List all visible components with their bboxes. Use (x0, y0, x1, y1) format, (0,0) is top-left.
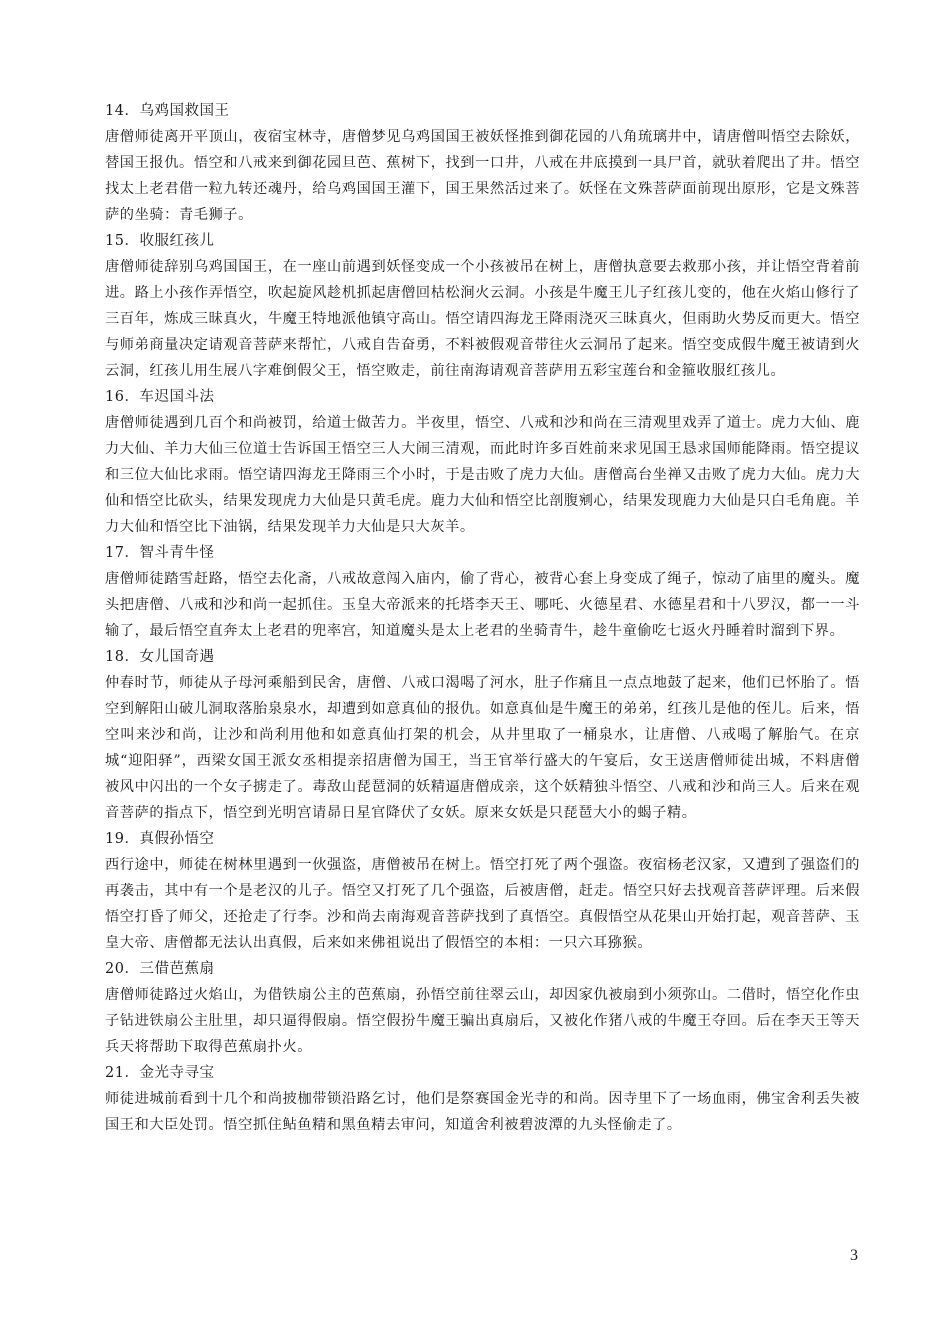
section-19 (105, 826, 860, 956)
document-page (105, 98, 860, 1138)
section-body: 唐僧师徒路过火焰山，为借铁扇公主的芭蕉扇，孙悟空前往翠云山，却因家仇被扇到小须弥山。二借时，悟空化作虫子钻进铁扇公主肚里，却只逼得假扇。悟空假扮牛魔王骗出真扇后，又被化作猪八戒的牛魔王夺回。后在李天王等天兵天将帮助下取得芭蕉扇扑火。 (105, 987, 860, 1055)
section-body: 仲春时节，师徒从子母河乘船到民舍，唐僧、八戒口渴喝了河水，肚子作痛且一点点地鼓了起来，他们已怀胎了。悟空到解阳山破儿洞取落胎泉泉水，却遭到如意真仙的报仇。如意真仙是牛魔王的弟弟，红孩儿是他的侄儿。后来，悟空叫来沙和尚，让沙和尚利用他和如意真仙打架的机会，从井里取了一桶泉水，让唐僧、八戒喝了解胎气。在京城“迎阳驿”，西梁女国王派女丞相提亲招唐僧为国王，当王官举行盛大的午宴后，女王送唐僧师徒出城，不料唐僧被风中闪出的一个女子掳走了。毒敌山琵琶洞的妖精逼唐僧成亲，这个妖精独斗悟空、八戒和沙和尚三人。后来在观音菩萨的指点下，悟空到光明宫请昴日星官降伏了女妖。原来女妖是只琵琶大小的蝎子精。 (105, 675, 860, 821)
section-21 (105, 1060, 860, 1138)
section-title: 14．乌鸡国救国王 (105, 103, 230, 119)
section-14 (105, 98, 860, 228)
section-body: 西行途中，师徒在树林里遇到一伙强盗，唐僧被吊在树上。悟空打死了两个强盗。夜宿杨老汉家，又遭到了强盗们的再袭击，其中有一个是老汉的儿子。悟空又打死了几个强盗，后被唐僧，赶走。悟空只好去找观音菩萨评理。后来假悟空打昏了师父，还抢走了行李。沙和尚去南海观音菩萨找到了真悟空。真假悟空从花果山开始打起，观音菩萨、玉皇大帝、唐僧都无法认出真假，后来如来佛祖说出了假悟空的本相：一只六耳猕猴。 (105, 857, 860, 951)
section-body: 师徒进城前看到十几个和尚披枷带锁沿路乞讨，他们是祭赛国金光寺的和尚。因寺里下了一场血雨，佛宝舍利丢失被国王和大臣处罚。悟空抓住鲇鱼精和黑鱼精去审问，知道舍利被碧波潭的九头怪偷走了。 (105, 1091, 860, 1133)
section-title: 17．智斗青牛怪 (105, 545, 215, 561)
section-15 (105, 228, 860, 384)
section-18 (105, 644, 860, 826)
section-body: 唐僧师徒遇到几百个和尚被罚，给道士做苦力。半夜里，悟空、八戒和沙和尚在三清观里戏弄了道士。虎力大仙、鹿力大仙、羊力大仙三位道士告诉国王悟空三人大闹三清观，而此时许多百姓前来求见国王恳求国师能降雨。悟空提议和三位大仙比求雨。悟空请四海龙王降雨三个小时，于是击败了虎力大仙。唐僧高台坐禅又击败了虎力大仙。虎力大仙和悟空比砍头，结果发现虎力大仙是只黄毛虎。鹿力大仙和悟空比剖腹剜心，结果发现鹿力大仙是只白毛角鹿。羊力大仙和悟空比下油锅，结果发现羊力大仙是只大灰羊。 (105, 415, 860, 535)
section-body: 唐僧师徒踏雪赶路，悟空去化斋，八戒故意闯入庙内，偷了背心，被背心套上身变成了绳子，惊动了庙里的魔头。魔头把唐僧、八戒和沙和尚一起抓住。玉皇大帝派来的托塔李天王、哪吒、火德星君、水德星君和十八罗汉，都一一斗输了，最后悟空直奔太上老君的兜率宫，知道魔头是太上老君的坐骑青牛，趁牛童偷吃七返火丹睡着时溜到下界。 (105, 571, 860, 639)
section-title: 16．车迟国斗法 (105, 389, 215, 405)
section-body: 唐僧师徒离开平顶山，夜宿宝林寺，唐僧梦见乌鸡国国王被妖怪推到御花园的八角琉璃井中，请唐僧叫悟空去除妖，替国王报仇。悟空和八戒来到御花园旦芭、蕉树下，找到一口井，八戒在井底摸到一具尸首，就驮着爬出了井。悟空找太上老君借一粒九转还魂丹，给乌鸡国国王灌下，国王果然活过来了。妖怪在文殊菩萨面前现出原形，它是文殊菩萨的坐骑：青毛狮子。 (105, 129, 860, 223)
section-title: 20．三借芭蕉扇 (105, 961, 215, 977)
section-title: 15．收服红孩儿 (105, 233, 215, 249)
section-17 (105, 540, 860, 644)
section-body: 唐僧师徒辞别乌鸡国国王，在一座山前遇到妖怪变成一个小孩被吊在树上，唐僧执意要去救那小孩，并让悟空背着前进。路上小孩作弄悟空，吹起旋风趁机抓起唐僧回枯松涧火云洞。小孩是牛魔王儿子红孩儿变的，他在火焰山修行了三百年，炼成三昧真火，牛魔王特地派他镇守高山。悟空请四海龙王降雨浇灭三昧真火，但雨助火势反而更大。悟空与师弟商量决定请观音菩萨来帮忙，八戒自告奋勇，不料被假观音带往火云洞吊了起来。悟空变成假牛魔王被请到火云洞，红孩儿用生展八字难倒假父王，悟空败走，前往南海请观音菩萨用五彩宝莲台和金箍收服红孩儿。 (105, 259, 860, 379)
section-title: 18．女儿国奇遇 (105, 649, 215, 665)
section-20 (105, 956, 860, 1060)
section-title: 19．真假孙悟空 (105, 831, 215, 847)
section-title: 21．金光寺寻宝 (105, 1065, 215, 1081)
page-number: 3 (850, 1247, 858, 1264)
section-16 (105, 384, 860, 540)
